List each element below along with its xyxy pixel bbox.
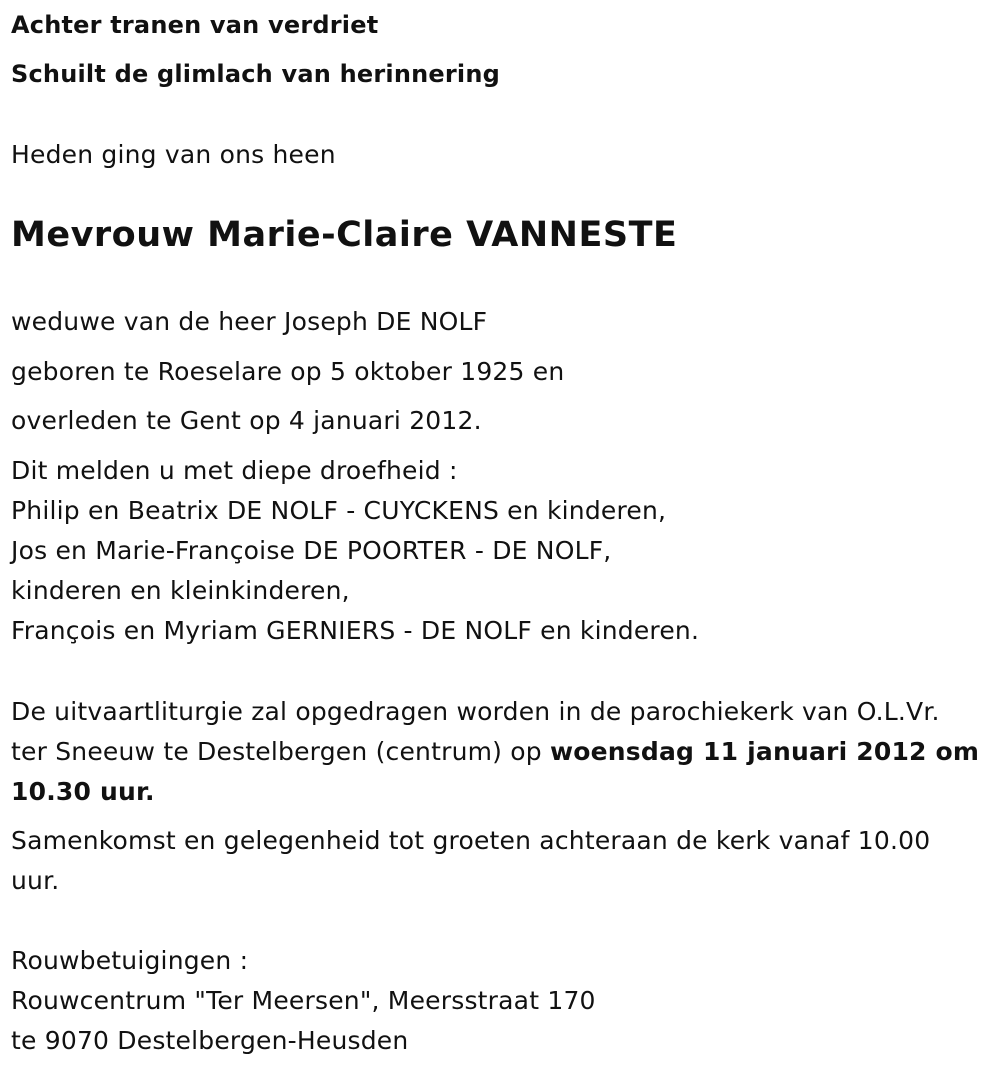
gathering-line-2: uur. [11, 866, 60, 895]
announcer-line: kinderen en kleinkinderen, [11, 576, 350, 605]
funeral-location: ter Sneeuw te Destelbergen (centrum) op [11, 737, 550, 766]
death-text: overleden te Gent op 4 januari 2012. [11, 406, 482, 435]
gathering-line-1: Samenkomst en gelegenheid tot groeten achteraan de kerk vanaf 10.00 [11, 826, 931, 855]
announcers-intro: Dit melden u met diepe droefheid : [11, 456, 458, 485]
condolences-address-2: te 9070 Destelbergen-Heusden [11, 1026, 409, 1055]
announcer-line: Philip en Beatrix DE NOLF - CUYCKENS en kinderen, [11, 496, 667, 525]
motto-line-1: Achter tranen van verdriet [11, 11, 379, 39]
funeral-line-2 [11, 737, 979, 767]
announcer-line: Jos en Marie-Françoise DE POORTER - DE NOLF, [11, 536, 612, 565]
deceased-name: Mevrouw Marie-Claire VANNESTE [11, 215, 678, 255]
birth-text: geboren te Roeselare op 5 oktober 1925 en [11, 357, 565, 386]
condolences-label: Rouwbetuigingen : [11, 946, 249, 975]
motto-line-2: Schuilt de glimlach van herinnering [11, 60, 500, 88]
announcer-line: François en Myriam GERNIERS - DE NOLF en kinderen. [11, 616, 700, 645]
funeral-time: 10.30 uur. [11, 777, 155, 806]
funeral-line-1: De uitvaartliturgie zal opgedragen worden in de parochiekerk van O.L.Vr. [11, 697, 940, 726]
intro-text: Heden ging van ons heen [11, 140, 336, 169]
widow-of-text: weduwe van de heer Joseph DE NOLF [11, 307, 488, 336]
funeral-date: woensdag 11 januari 2012 om [549, 737, 980, 766]
condolences-address-1: Rouwcentrum "Ter Meersen", Meersstraat 170 [11, 986, 596, 1015]
